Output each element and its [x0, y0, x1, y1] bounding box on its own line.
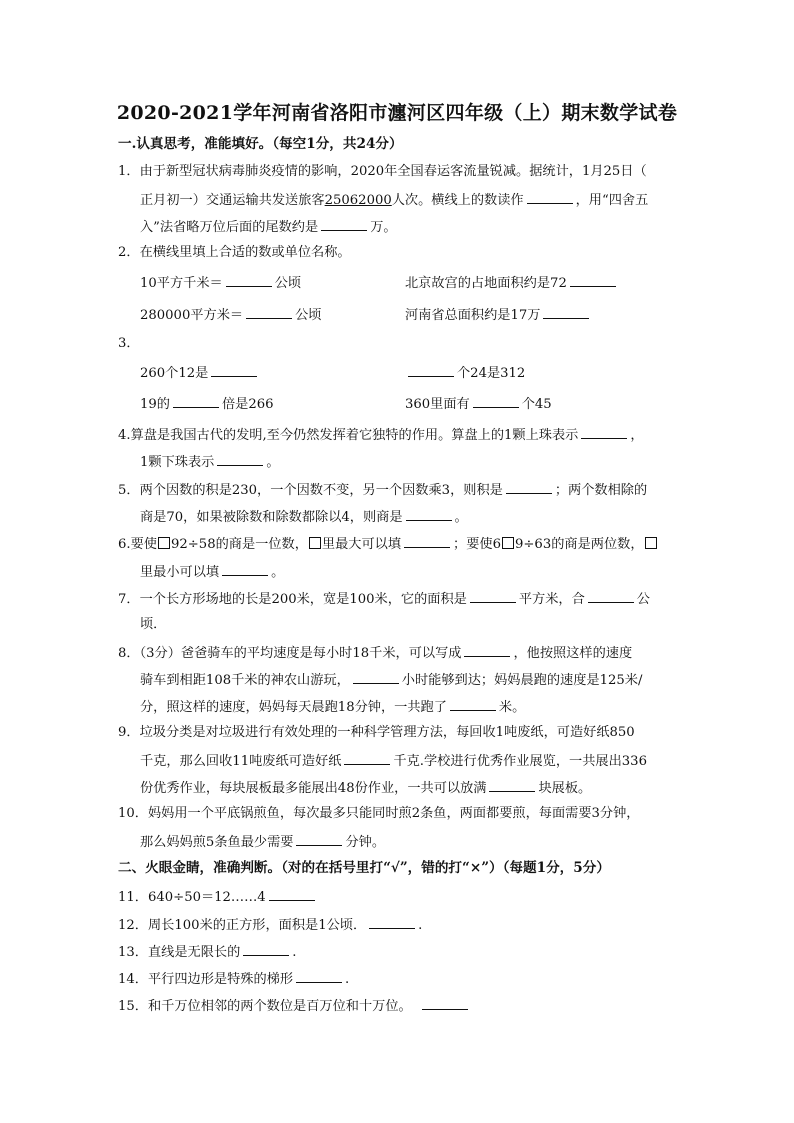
answer-blank[interactable]: [226, 272, 272, 287]
answer-blank[interactable]: [543, 304, 589, 319]
answer-blank[interactable]: [243, 941, 289, 956]
section-1-heading: 一.认真思考，准能填好。（每空1分，共24分）: [118, 136, 403, 152]
q2-heading: 2．在横线里填上合适的数或单位名称。: [118, 245, 351, 260]
answer-blank[interactable]: [211, 362, 257, 377]
q3-heading: 3．: [118, 336, 140, 351]
box-digit-icon: [158, 537, 170, 549]
answer-blank[interactable]: [408, 362, 454, 377]
q10-line-1: 10．妈妈用一个平底锅煎鱼，每次最多只能同时煎2条鱼，两面都要煎，每面需要3分钟，: [118, 806, 640, 821]
answer-blank[interactable]: [489, 777, 535, 792]
q1-line-2: 正月初一）交通运输共发送旅客25062000人次。横线上的数读作 ，用“四舍五: [140, 189, 648, 211]
q7-line-1: 7．一个长方形场地的长是200米，宽是100米，它的面积是 平方米，合 公: [118, 588, 650, 610]
q1-line-3: 入”法省略万位后面的尾数约是 万。: [140, 216, 397, 238]
q3-item-b1: 个24是312: [405, 362, 525, 384]
q9-line-1: 9．垃圾分类是对垃圾进行有效处理的一种科学管理方法，每回收1吨废纸，可造好纸850: [118, 725, 635, 740]
answer-blank[interactable]: [464, 642, 510, 657]
q1-line-1: 1．由于新型冠状病毒肺炎疫情的影响，2020年全国春运客流量锐减。据统计，1月25日（: [118, 164, 647, 179]
q8-line-3: 分，照这样的速度，妈妈每天晨跑18分钟，一共跑了 米。: [140, 696, 525, 718]
box-digit-icon: [645, 537, 657, 549]
answer-blank[interactable]: [344, 750, 390, 765]
q2-item-a2: 280000平方米＝ 公顷: [140, 304, 321, 326]
answer-blank[interactable]: [506, 479, 552, 494]
q6-line-2: 里最小可以填 。: [140, 561, 284, 583]
answer-blank[interactable]: [353, 669, 399, 684]
answer-blank[interactable]: [450, 696, 496, 711]
q8-line-2: 骑车到相距108千米的神农山游玩， 小时能够到达；妈妈晨跑的速度是125米/: [140, 669, 642, 691]
answer-blank[interactable]: [570, 272, 616, 287]
q2-item-b1: 北京故宫的占地面积约是72: [405, 272, 619, 294]
q8-line-1: 8．（3分）爸爸骑车的平均速度是每小时18千米，可以写成 ，他按照这样的速度: [118, 642, 632, 664]
q11: 11．640÷50＝12……4: [118, 886, 318, 908]
q14: 14．平行四边形是特殊的梯形 .: [118, 968, 349, 990]
answer-blank[interactable]: [404, 533, 450, 548]
q10-line-2: 那么妈妈煎5条鱼最少需要 分钟。: [140, 831, 385, 853]
answer-blank[interactable]: [473, 393, 519, 408]
answer-blank[interactable]: [217, 451, 263, 466]
q5-line-1: 5．两个因数的积是230，一个因数不变，另一个因数乘3，则积是 ；两个数相除的: [118, 479, 647, 501]
q3-item-a1: 260个12是: [140, 362, 260, 384]
q4-line-1: 4.算盘是我国古代的发明,至今仍然发挥着它独特的作用。算盘上的1颗上珠表示 ，: [118, 424, 644, 446]
page-title: 2020-2021学年河南省洛阳市瀍河区四年级（上）期末数学试卷: [116, 102, 678, 124]
answer-blank[interactable]: [470, 588, 516, 603]
q12: 12．周长100米的正方形，面积是1公顷． .: [118, 914, 422, 936]
underlined-number: 25062000: [324, 193, 392, 208]
answer-blank[interactable]: [588, 588, 634, 603]
answer-blank[interactable]: [406, 506, 452, 521]
q15: 15．和千万位相邻的两个数位是百万位和十万位。: [118, 995, 471, 1017]
answer-blank[interactable]: [369, 914, 415, 929]
q6-line-1: 6.要使 92÷58的商是一位数， 里最大可以填 ；要使6 9÷63的商是两位数，: [118, 533, 658, 555]
answer-blank[interactable]: [527, 189, 573, 204]
q9-line-2: 千克，那么回收11吨废纸可造好纸 千克.学校进行优秀作业展览，一共展出336: [140, 750, 647, 772]
answer-blank[interactable]: [581, 424, 627, 439]
q2-item-b2: 河南省总面积约是17万: [405, 304, 592, 326]
answer-blank[interactable]: [222, 561, 268, 576]
answer-blank[interactable]: [296, 968, 342, 983]
answer-blank[interactable]: [296, 831, 342, 846]
box-digit-icon: [502, 537, 514, 549]
answer-blank[interactable]: [422, 995, 468, 1010]
q4-line-2: 1颗下珠表示 。: [140, 451, 280, 473]
section-2-heading: 二、火眼金睛，准确判断。（对的在括号里打“√”，错的打“×”）（每题1分，5分）: [118, 860, 610, 876]
q3-item-b2: 360里面有 个45: [405, 393, 552, 415]
q3-item-a2: 19的 倍是266: [140, 393, 274, 415]
q9-line-3: 份优秀作业，每块展板最多能展出48份作业，一共可以放满 块展板。: [140, 777, 591, 799]
answer-blank[interactable]: [246, 304, 292, 319]
q7-line-2: 顷．: [140, 617, 167, 632]
q2-item-a1: 10平方千米＝ 公顷: [140, 272, 301, 294]
answer-blank[interactable]: [269, 886, 315, 901]
q5-line-2: 商是70，如果被除数和除数都除以4，则商是 。: [140, 506, 468, 528]
box-digit-icon: [309, 537, 321, 549]
answer-blank[interactable]: [173, 393, 219, 408]
q13: 13．直线是无限长的 .: [118, 941, 296, 963]
answer-blank[interactable]: [321, 216, 367, 231]
